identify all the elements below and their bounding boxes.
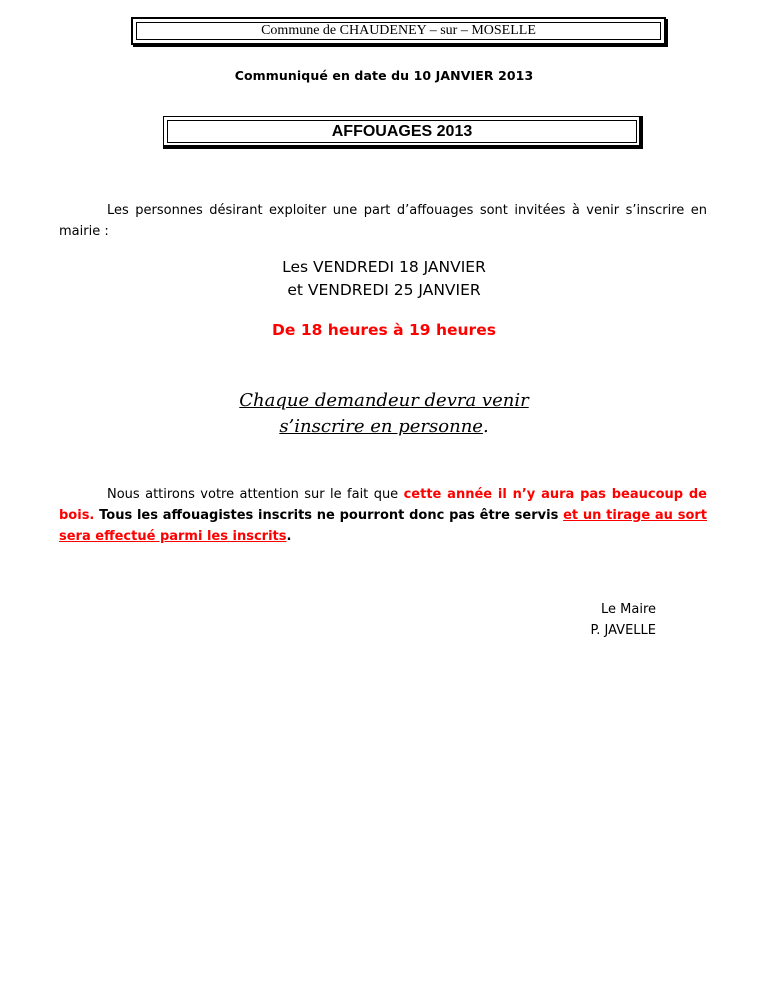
commune-header-text: Commune de CHAUDENEY – sur – MOSELLE xyxy=(136,22,661,40)
title-box xyxy=(163,116,643,149)
registration-hours: De 18 heures à 19 heures xyxy=(272,321,496,339)
attention-part-5: . xyxy=(286,529,292,544)
date-line-1: Les VENDREDI 18 JANVIER xyxy=(282,258,486,276)
mayor-signature xyxy=(590,599,656,641)
notice-line-2-wrap xyxy=(0,414,768,440)
registration-dates xyxy=(0,256,768,302)
notice-line-2-end: . xyxy=(482,416,489,437)
notice-line-2: s’inscrire en personne xyxy=(279,416,483,437)
attention-part-2-red: cette année il n’y aura pas beaucoup de bois. xyxy=(59,487,707,523)
attention-part-3-bold: Tous les affouagistes inscrits ne pourront donc pas être servis xyxy=(94,508,564,523)
date-line-2: et VENDREDI 25 JANVIER xyxy=(287,281,481,299)
signature-name: P. JAVELLE xyxy=(590,623,656,638)
communique-date-line: Communiqué en date du 10 JANVIER 2013 xyxy=(234,68,534,83)
attention-paragraph xyxy=(59,484,707,547)
attention-part-1: Nous attirons votre attention sur le fait que xyxy=(107,487,404,502)
in-person-notice xyxy=(0,388,768,440)
document-title: AFFOUAGES 2013 xyxy=(167,120,637,143)
signature-role: Le Maire xyxy=(601,602,656,617)
intro-paragraph: Les personnes désirant exploiter une part d’affouages sont invitées à venir s’inscrire en mairie : xyxy=(59,203,707,239)
commune-header-box xyxy=(131,17,666,45)
attention-part-4-red-underlined: et un tirage au sort sera effectué parmi les inscrits xyxy=(59,508,707,544)
notice-line-1: Chaque demandeur devra venir xyxy=(239,390,529,411)
